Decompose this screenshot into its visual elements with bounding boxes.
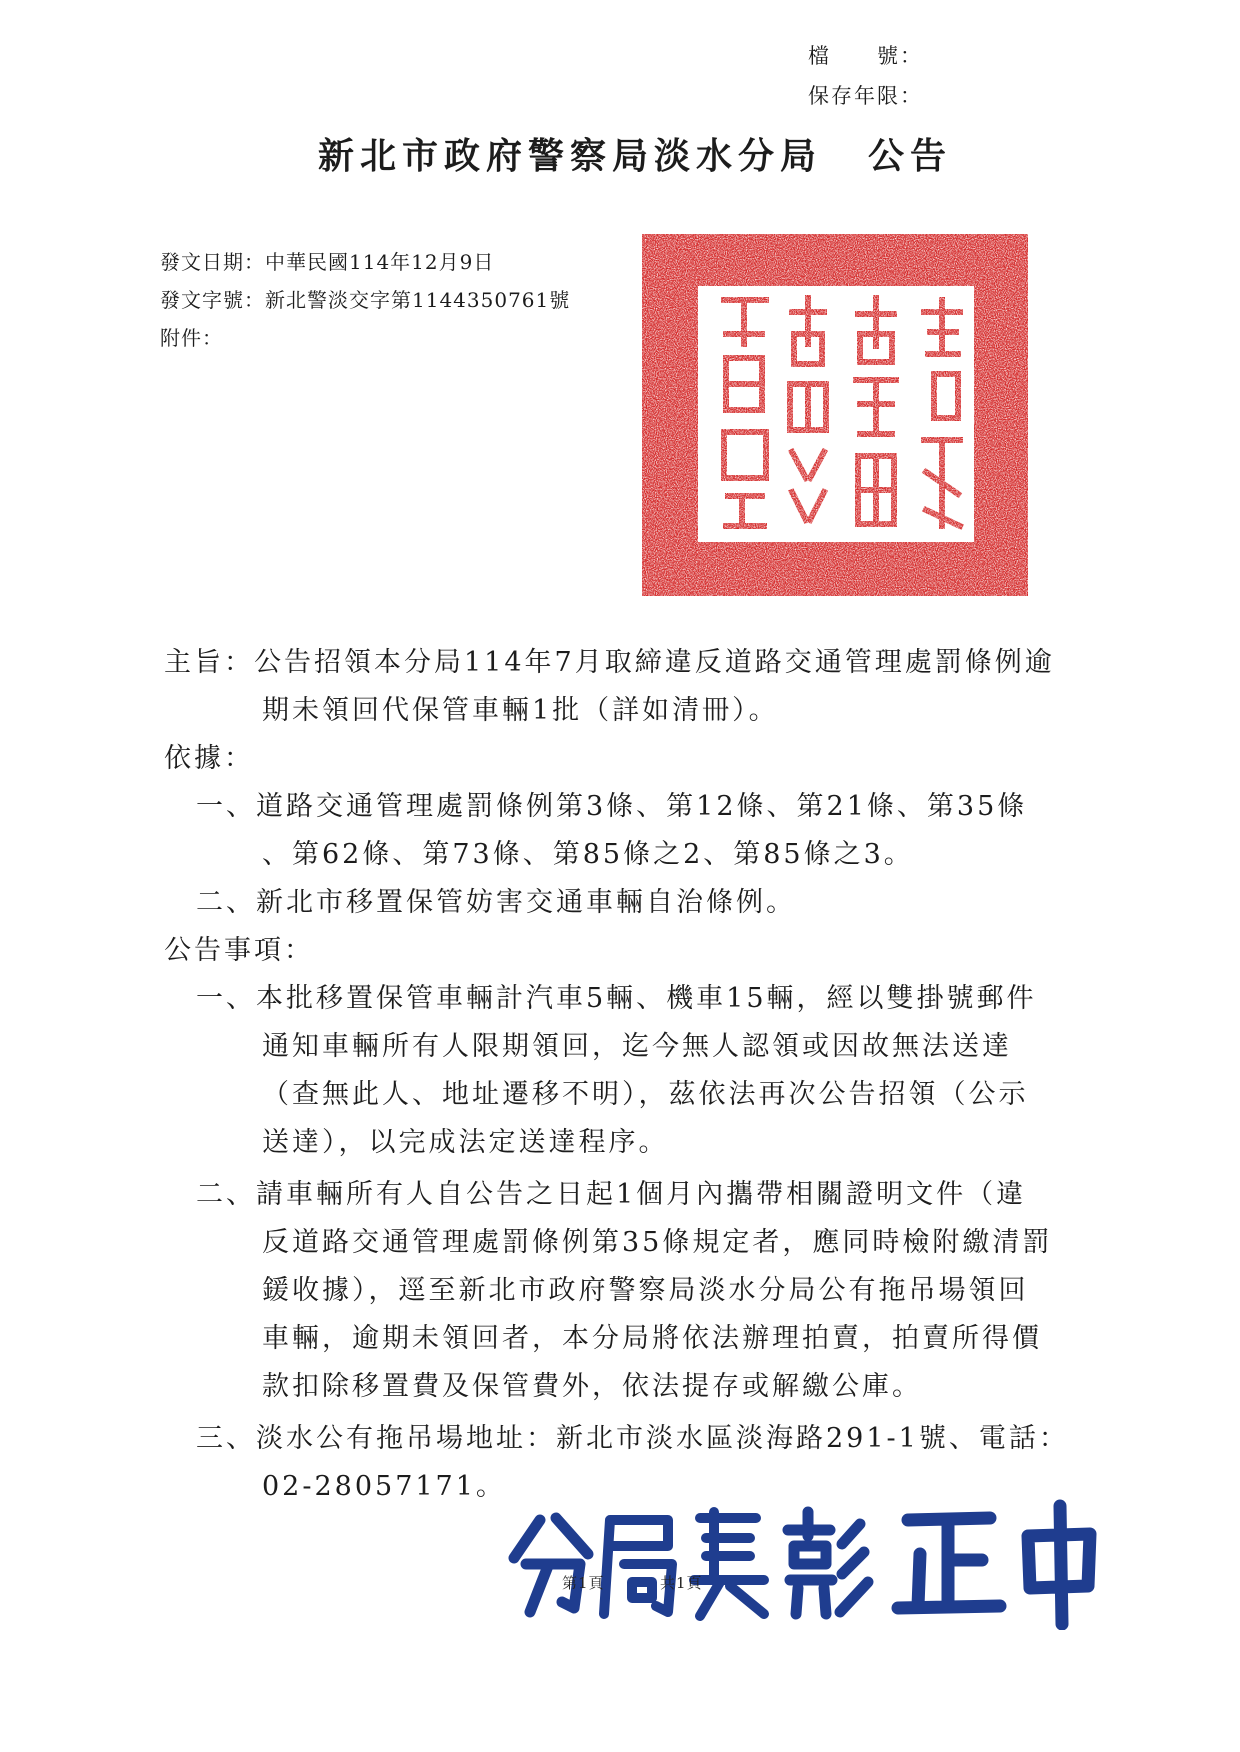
page-number: 第1頁 [562,1574,605,1592]
issue-date: 發文日期：中華民國114年12月9日 [160,250,495,274]
notice-item-1-line-2: 通知車輛所有人限期領回，迄今無人認領或因故無法送達 [262,1031,1012,1062]
official-seal-stamp [642,234,1028,596]
subject-line-2: 期未領回代保管車輛1批（詳如清冊）。 [262,695,779,726]
notice-item-1-line-1: 一、本批移置保管車輛計汽車5輛、機車15輛，經以雙掛號郵件 [196,983,1037,1014]
notice-item-2-line-1: 二、請車輛所有人自公告之日起1個月內攜帶相關證明文件（違 [196,1179,1027,1210]
basis-item-2: 二、新北市移置保管妨害交通車輛自治條例。 [196,887,796,918]
notice-item-2-line-4: 車輛，逾期未領回者，本分局將依法辦理拍賣，拍賣所得價 [262,1323,1042,1354]
basis-item-1-line-2: 、第62條、第73條、第85條之2、第85條之3。 [262,839,914,870]
notice-item-1-line-3: （查無此人、地址遷移不明），茲依法再次公告招領（公示 [262,1079,1029,1110]
notice-item-2-line-5: 款扣除移置費及保管費外，依法提存或解繳公庫。 [262,1371,922,1402]
director-signature-stamp [500,1490,1100,1630]
archive-number-label: 檔 號： [808,44,923,68]
document-type: 公告 [868,135,953,177]
notice-heading: 公告事項： [164,935,314,966]
basis-heading: 依據： [164,743,254,774]
agency-title: 新北市政府警察局淡水分局 [318,135,823,177]
notice-item-2-line-2: 反道路交通管理處罰條例第35條規定者，應同時檢附繳清罰 [262,1227,1053,1258]
notice-item-2-line-3: 鍰收據），逕至新北市政府警察局淡水分局公有拖吊場領回 [262,1275,1029,1306]
subject-line-1: 主旨：公告招領本分局114年7月取締違反道路交通管理處罰條例逾 [164,647,1055,678]
attachment-label: 附件： [160,326,223,350]
notice-item-3-line-1: 三、淡水公有拖吊場地址：新北市淡水區淡海路291-1號、電話： [196,1423,1069,1454]
notice-item-1-line-4: 送達），以完成法定送達程序。 [262,1127,669,1158]
total-pages: 共1頁 [660,1574,703,1592]
basis-item-1-line-1: 一、道路交通管理處罰條例第3條、第12條、第21條、第35條 [196,791,1028,822]
document-number: 發文字號：新北警淡交字第1144350761號 [160,288,571,312]
notice-item-3-line-2: 02-28057171。 [262,1471,506,1502]
retention-period-label: 保存年限： [808,84,923,108]
